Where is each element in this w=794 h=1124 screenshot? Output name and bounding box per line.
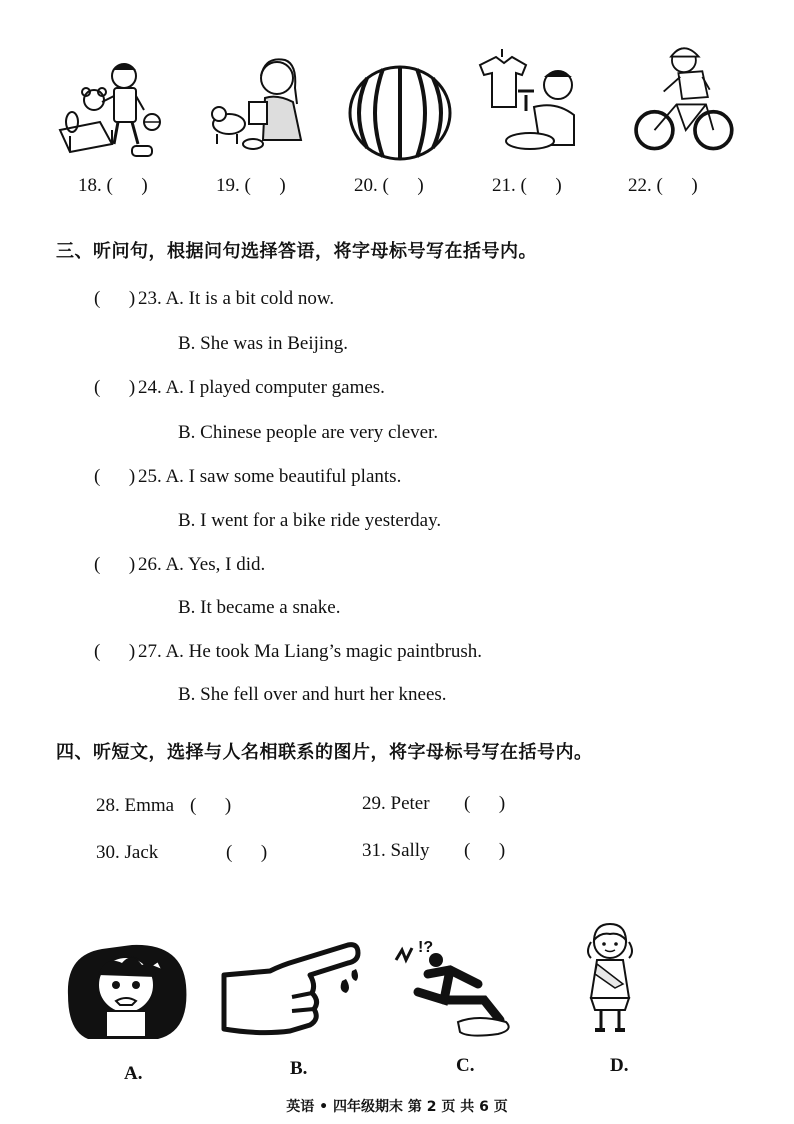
answer-paren-31[interactable]: ( ) <box>464 840 506 861</box>
answer-paren-27[interactable]: ( ) <box>94 641 136 662</box>
name-28-emma: 28. Emma <box>96 795 175 816</box>
part4-heading: 四、听短文，选择与人名相联系的图片，将字母标号写在括号内。 <box>56 742 593 763</box>
answer-paren-25[interactable]: ( ) <box>94 466 136 487</box>
question-27-option-b: B. She fell over and hurt her knees. <box>178 684 447 705</box>
answer-paren-28[interactable]: ( ) <box>190 795 232 816</box>
question-24-option-a: 24. A. I played computer games. <box>138 377 385 398</box>
question-21-answer[interactable]: 21. ( ) <box>492 175 562 196</box>
boy-washing-clothes-icon <box>470 45 580 160</box>
option-b-label: B. <box>290 1058 308 1079</box>
watermelon-icon <box>345 58 455 173</box>
answer-paren-30[interactable]: ( ) <box>226 842 268 863</box>
question-22-answer[interactable]: 22. ( ) <box>628 175 698 196</box>
answer-paren-26[interactable]: ( ) <box>94 554 136 575</box>
question-25-option-a: 25. A. I saw some beautiful plants. <box>138 466 402 487</box>
option-a-label: A. <box>124 1063 143 1084</box>
question-24-option-b: B. Chinese people are very clever. <box>178 422 439 443</box>
answer-paren-23[interactable]: ( ) <box>94 288 136 309</box>
question-19-answer[interactable]: 19. ( ) <box>216 175 286 196</box>
sick-boy-icon <box>62 935 192 1050</box>
question-20-answer[interactable]: 20. ( ) <box>354 175 424 196</box>
boy-toys-box-icon <box>52 52 162 167</box>
page-footer: 英语 • 四年级期末 第 2 页 共 6 页 <box>286 1099 508 1115</box>
person-slipping-icon <box>388 930 518 1045</box>
question-23-option-b: B. She was in Beijing. <box>178 333 348 354</box>
svg-text:!?: !? <box>418 939 434 956</box>
part3-heading: 三、听问句，根据问句选择答语，将字母标号写在括号内。 <box>56 241 537 262</box>
answer-paren-24[interactable]: ( ) <box>94 377 136 398</box>
name-31-sally: 31. Sally <box>362 840 430 861</box>
question-25-option-b: B. I went for a bike ride yesterday. <box>178 510 442 531</box>
question-26-option-a: 26. A. Yes, I did. <box>138 554 266 575</box>
option-c-label: C. <box>456 1055 475 1076</box>
question-27-option-a: 27. A. He took Ma Liang’s magic paintbrush. <box>138 641 483 662</box>
girl-feeding-dog-icon <box>205 48 315 163</box>
question-18-answer[interactable]: 18. ( ) <box>78 175 148 196</box>
girl-arm-sling-icon <box>575 918 645 1043</box>
name-29-peter: 29. Peter <box>362 793 430 814</box>
bleeding-finger-icon <box>220 935 370 1050</box>
boy-riding-bike-icon <box>628 40 738 155</box>
answer-paren-29[interactable]: ( ) <box>464 793 506 814</box>
question-26-option-b: B. It became a snake. <box>178 597 341 618</box>
name-30-jack: 30. Jack <box>96 842 159 863</box>
question-23-option-a: 23. A. It is a bit cold now. <box>138 288 335 309</box>
option-d-label: D. <box>610 1055 629 1076</box>
